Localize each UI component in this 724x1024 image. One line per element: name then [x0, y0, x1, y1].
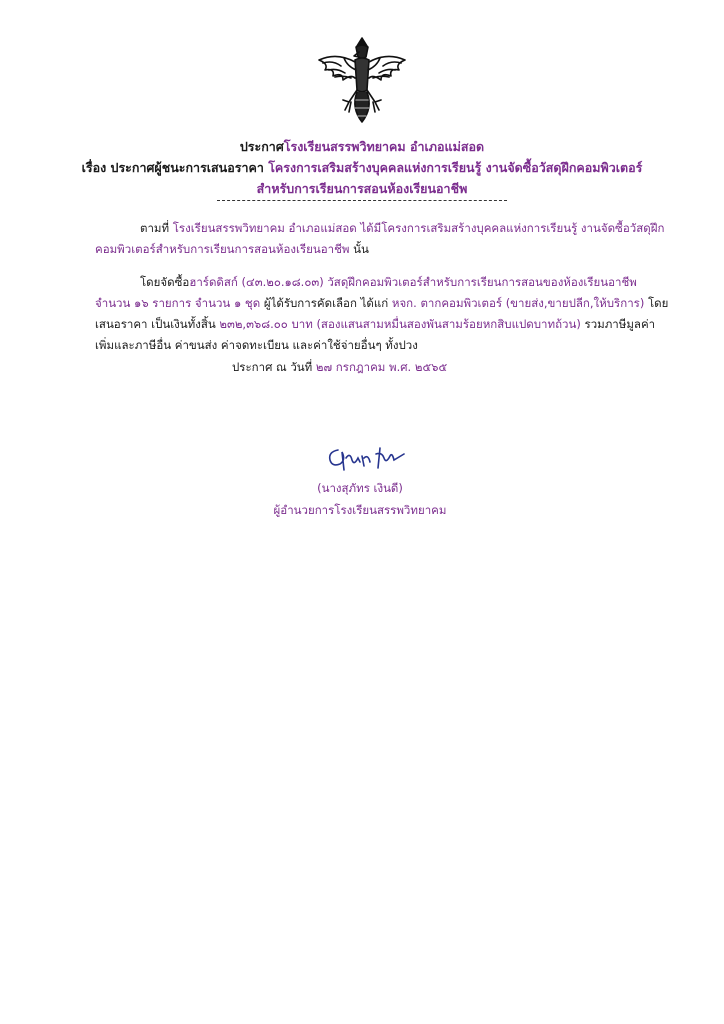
project-name: โครงการเสริมสร้างบุคคลแห่งการเรียนรู้ งานจัดซื้อวัสดุฝึกคอมพิวเตอร์ [268, 160, 643, 175]
p2-price: ๒๓๒,๓๖๘.๐๐ บาท (สองแสนสามหมื่นสองพันสามร้อยหกสิบแปดบาทถ้วน) [219, 317, 581, 331]
school-name: โรงเรียนสรรพวิทยาคม [283, 139, 406, 154]
p2-tail: รวมภาษีมูลค่าเพิ่มและภาษีอื่น ค่าขนส่ง ค่าจดทะเบียน และค่าใช้จ่ายอื่นๆ ทั้งปวง [95, 317, 656, 352]
divider [217, 200, 507, 201]
p2-selected: ผู้ได้รับการคัดเลือก ได้แก่ [260, 296, 392, 310]
title-prefix: ประกาศ [239, 139, 284, 154]
date-value: ๒๗ กรกฎาคม พ.ศ. ๒๕๖๕ [315, 360, 448, 374]
p2-vendor: หจก. ตากคอมพิวเตอร์ (ขายส่ง,ขายปลีก,ให้บริการ) [391, 296, 645, 310]
p2-item: ฮาร์ดดิสก์ (๔๓.๒๐.๑๘.๐๓) วัสดุฝึกคอมพิวเตอร์สำหรับการเรียนการสอนของห้องเรียนอาชีพ จำนวน ๑๖ รายการ จำนวน ๑ ชุด [95, 275, 637, 310]
announcement-subject-cont: สำหรับการเรียนการสอนห้องเรียนอาชีพ [256, 181, 468, 196]
p1-tail: นั้น [349, 242, 369, 256]
paragraph-intro [95, 218, 670, 260]
announcement-title [40, 137, 684, 157]
date-prefix: ประกาศ ณ วันที่ [232, 360, 316, 374]
subject-prefix: เรื่อง ประกาศผู้ชนะการเสนอราคา [81, 160, 269, 175]
signature-icon [320, 440, 410, 476]
p1-lead: ตามที่ [140, 221, 173, 235]
signer-position: ผู้อำนวยการโรงเรียนสรรพวิทยาคม [273, 503, 447, 517]
garuda-emblem-icon [307, 30, 417, 130]
p1-project: โรงเรียนสรรพวิทยาคม อำเภอแม่สอด ได้มีโครงการเสริมสร้างบุคคลแห่งการเรียนรู้ งานจัดซื้อวัสดุฝึกคอมพิวเตอร์สำหรับการเรียนการสอนห้องเรียนอาชีพ [95, 221, 665, 256]
p2-price-lead: โดยเสนอราคา เป็นเงินทั้งสิ้น [95, 296, 669, 331]
announcement-subject [40, 158, 684, 178]
p2-lead: โดยจัดซื้อ [140, 275, 190, 289]
paragraph-award [95, 272, 670, 356]
signer-name: (นางสุภัทร เงินดี) [317, 481, 403, 495]
district-name: อำเภอแม่สอด [405, 139, 485, 154]
announcement-date [232, 357, 447, 378]
